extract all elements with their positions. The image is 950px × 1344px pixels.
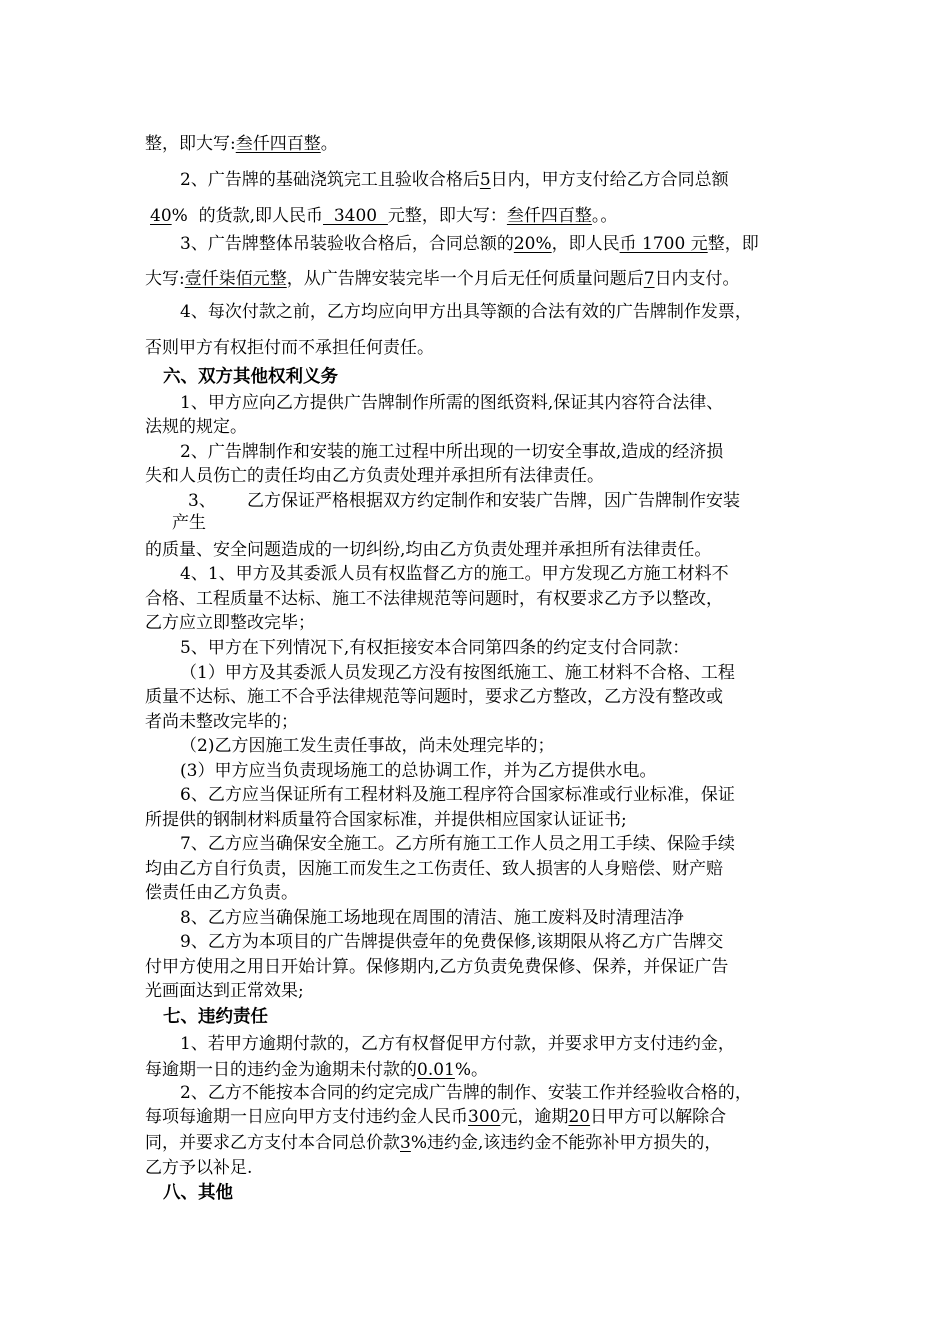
paragraph-line: 3、广告牌整体吊装验收合格后，合同总额的20%，即人民币 1700 元整，即 xyxy=(180,234,759,254)
paragraph-line: （1）甲方及其委派人员发现乙方没有按图纸施工、施工材料不合格、工程 xyxy=(180,663,735,683)
paragraph-line: 付甲方使用之用日开始计算。保修期内,乙方负责免费保修、保养，并保证广告 xyxy=(145,957,729,977)
paragraph-line: 每逾期一日的违约金为逾期未付款的0.01%。 xyxy=(145,1060,489,1080)
paragraph-line: 法规的规定。 xyxy=(145,417,247,437)
paragraph-line: 均由乙方自行负责，因施工而发生之工伤责任、致人损害的人身赔偿、财产赔 xyxy=(145,859,723,879)
paragraph-line: 7、乙方应当确保安全施工。乙方所有施工工作人员之用工手续、保险手续 xyxy=(180,834,735,854)
paragraph-line: 2、广告牌的基础浇筑完工且验收合格后5日内，甲方支付给乙方合同总额 xyxy=(180,170,729,190)
section-heading: 八、其他 xyxy=(163,1183,233,1203)
paragraph-line: 4、每次付款之前，乙方均应向甲方出具等额的合法有效的广告牌制作发票， xyxy=(180,302,752,322)
paragraph-line: 40% 的货款,即人民币 3400 元整，即大写：叁仟四百整。。 xyxy=(150,206,618,226)
section-heading: 六、双方其他权利义务 xyxy=(163,367,338,387)
paragraph-line: 乙方应立即整改完毕； xyxy=(145,613,315,633)
paragraph-line: 质量不达标、施工不合乎法律规范等问题时，要求乙方整改，乙方没有整改或 xyxy=(145,687,723,707)
paragraph-line: 8、乙方应当确保施工场地现在周围的清洁、施工废料及时清理洁净 xyxy=(180,908,684,928)
paragraph-line: 9、乙方为本项目的广告牌提供壹年的免费保修,该期限从将乙方广告牌交 xyxy=(180,932,724,952)
paragraph-line: 2、乙方不能按本合同的约定完成广告牌的制作、安装工作并经验收合格的， xyxy=(180,1083,752,1103)
paragraph-line: 6、乙方应当保证所有工程材料及施工程序符合国家标准或行业标准，保证 xyxy=(180,785,735,805)
paragraph-line: 同，并要求乙方支付本合同总价款3%违约金,该违约金不能弥补甲方损失的， xyxy=(145,1133,722,1153)
paragraph-line: 合格、工程质量不达标、施工不法律规范等问题时，有权要求乙方予以整改， xyxy=(145,589,723,609)
paragraph-line: 产生 xyxy=(172,513,206,533)
paragraph-line: 者尚未整改完毕的； xyxy=(145,712,298,732)
paragraph-line: 光画面达到正常效果; xyxy=(145,981,304,1001)
paragraph-line: 乙方保证严格根据双方约定制作和安装广告牌，因广告牌制作安装 xyxy=(247,491,740,511)
paragraph-line: 每项每逾期一日应向甲方支付违约金人民币300元，逾期20日甲方可以解除合 xyxy=(145,1107,727,1127)
paragraph-line: 5、甲方在下列情况下,有权拒接安本合同第四条的约定支付合同款： xyxy=(180,638,690,658)
paragraph-line: 失和人员伤亡的责任均由乙方负责处理并承担所有法律责任。 xyxy=(145,466,604,486)
paragraph-line: 偿责任由乙方负责。 xyxy=(145,883,298,903)
paragraph-line: 整，即大写:叁仟四百整。 xyxy=(145,134,338,154)
paragraph-line: 的质量、安全问题造成的一切纠纷,均由乙方负责处理并承担所有法律责任。 xyxy=(145,540,712,560)
paragraph-line: 乙方予以补足. xyxy=(145,1158,253,1178)
paragraph-line: （2)乙方因施工发生责任事故，尚未处理完毕的； xyxy=(180,736,555,756)
paragraph-line: 1、甲方应向乙方提供广告牌制作所需的图纸资料,保证其内容符合法律、 xyxy=(180,393,724,413)
paragraph-line: (3）甲方应当负责现场施工的总协调工作，并为乙方提供水电。 xyxy=(180,761,657,781)
paragraph-line: 4、1、甲方及其委派人员有权监督乙方的施工。甲方发现乙方施工材料不 xyxy=(180,564,729,584)
paragraph-line: 所提供的钢制材料质量符合国家标准，并提供相应国家认证证书; xyxy=(145,810,627,830)
paragraph-line: 2、广告牌制作和安装的施工过程中所出现的一切安全事故,造成的经济损 xyxy=(180,442,724,462)
paragraph-line: 3、 xyxy=(188,491,216,511)
paragraph-line: 否则甲方有权拒付而不承担任何责任。 xyxy=(145,338,434,358)
section-heading: 七、违约责任 xyxy=(163,1007,268,1027)
paragraph-line: 1、若甲方逾期付款的，乙方有权督促甲方付款，并要求甲方支付违约金， xyxy=(180,1034,735,1054)
paragraph-line: 大写:壹仟柒佰元整，从广告牌安装完毕一个月后无任何质量问题后7日内支付。 xyxy=(145,269,740,289)
